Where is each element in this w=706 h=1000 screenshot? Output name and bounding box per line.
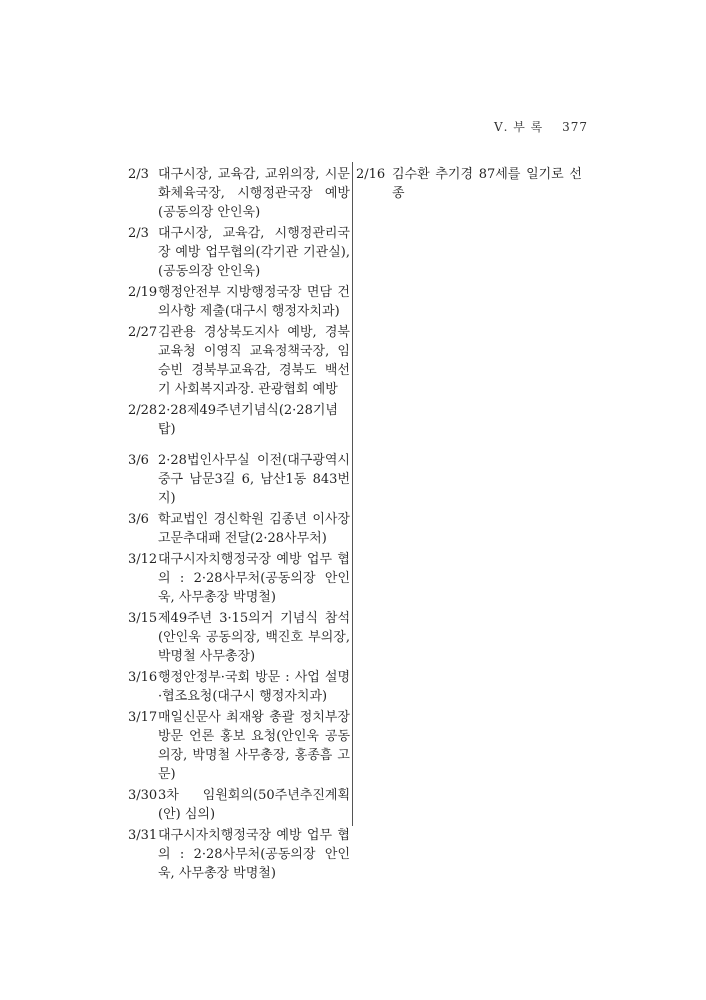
entry-date: 3/6 <box>128 453 149 468</box>
entry-text: 대구시장, 교육감, 교위의장, 시문화체육국장, 시행정관국장 예방(공동의장 안인욱) <box>158 167 350 220</box>
page-number: 377 <box>562 120 588 134</box>
entry-text: 행정안전부 지방행정국장 면담 건의사항 제출(대구시 행정자치과) <box>158 285 350 319</box>
chronology-entry <box>128 550 350 607</box>
entry-date: 2/3 <box>128 226 149 241</box>
chronology-entry <box>128 323 350 399</box>
entry-text: 학교법인 경신학원 김종년 이사장 고문추대패 전달(2·28사무처) <box>158 512 350 546</box>
entry-date: 2/3 <box>128 167 149 182</box>
chronology-entry <box>128 826 350 883</box>
chronology-entry <box>128 609 350 666</box>
left-column <box>128 165 350 883</box>
entry-date: 2/27 <box>128 325 158 340</box>
entry-text: 2·28제49주년기념식(2·28기념탑) <box>158 403 338 437</box>
entry-text: 김관용 경상북도지사 예방, 경북교육청 이영직 교육정책국장, 임승빈 경북부교육감, 경북도 백선기 사회복지과장. 관광협회 예방 <box>158 325 350 397</box>
entry-text: 3차 임원회의(50주년추진계획(안) 심의) <box>158 788 350 822</box>
chronology-entry <box>128 451 350 508</box>
entry-date: 3/6 <box>128 512 149 527</box>
entry-date: 2/19 <box>128 285 158 300</box>
chronology-entry <box>128 165 350 222</box>
column-divider <box>352 162 353 826</box>
chronology-entry <box>128 708 350 784</box>
entry-date: 2/16 <box>356 167 386 182</box>
entry-date: 3/30 <box>128 788 158 803</box>
entry-date: 3/15 <box>128 611 158 626</box>
entry-date: 3/31 <box>128 828 158 843</box>
entry-text: 매일신문사 최재왕 총괄 정치부장 방문 언론 홍보 요청(안인욱 공동의장, 박명철 사무총장, 홍종흠 고문) <box>158 710 350 782</box>
entry-date: 3/16 <box>128 670 158 685</box>
chronology-entry <box>128 668 350 706</box>
entry-text: 행정안정부·국회 방문 : 사업 설명·협조요청(대구시 행정자치과) <box>158 670 350 704</box>
chronology-entry <box>356 165 582 203</box>
page-header <box>494 118 588 135</box>
entry-text: 대구시자치행정국장 예방 업무 협의 : 2·28사무처(공동의장 안인욱, 사무총장 박명철) <box>158 552 350 605</box>
entry-date: 3/17 <box>128 710 158 725</box>
chronology-entry <box>128 224 350 281</box>
chronology-entry <box>128 401 350 439</box>
chronology-entry <box>128 510 350 548</box>
entry-text: 김수환 추기경 87세를 일기로 선종 <box>392 167 582 201</box>
entry-date: 3/12 <box>128 552 158 567</box>
entry-date: 2/28 <box>128 403 158 418</box>
chronology-entry <box>128 283 350 321</box>
entry-text: 2·28법인사무실 이전(대구광역시 중구 남문3길 6, 남산1동 843번지) <box>158 453 350 506</box>
entry-text: 대구시자치행정국장 예방 업무 협의 : 2·28사무처(공동의장 안인욱, 사무총장 박명철) <box>158 828 350 881</box>
chronology-entry <box>128 786 350 824</box>
section-title: Ⅴ. 부 록 <box>493 120 544 134</box>
right-column <box>356 165 582 203</box>
entry-text: 대구시장, 교육감, 시행정관리국장 예방 업무협의(각기관 기관실), (공동의장 안인욱) <box>158 226 350 279</box>
entry-text: 제49주년 3·15의거 기념식 참석(안인욱 공동의장, 백진호 부의장, 박명철 사무총장) <box>158 611 350 664</box>
